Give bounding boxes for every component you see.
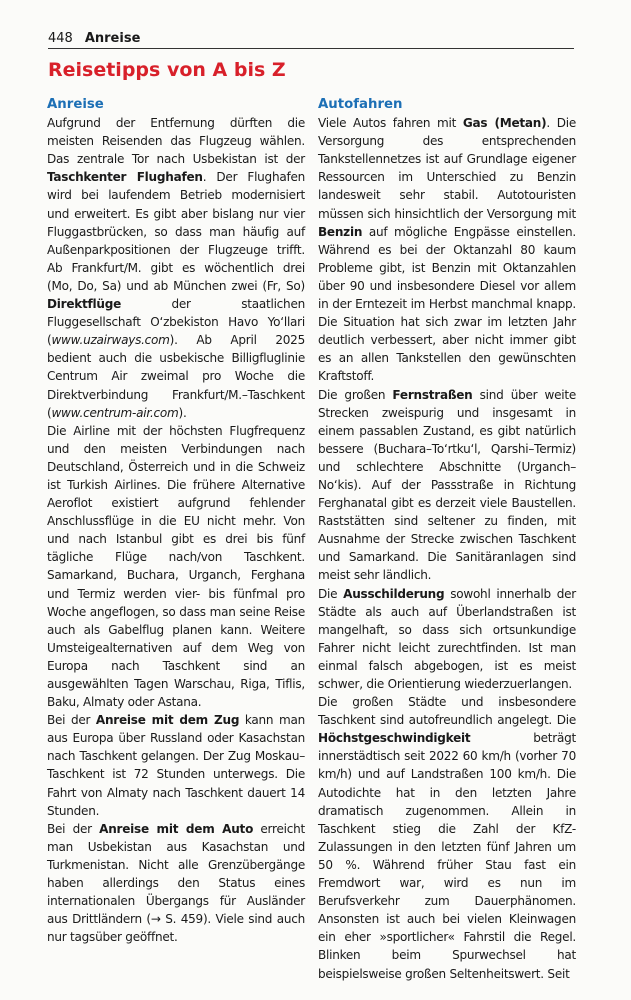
paragraph-geschwindigkeit: Die großen Städte und insbesondere Taschkent sind autofreundlich angelegt. Die Höchstgeschwindigkeit beträgt innerstädtisch seit 2022 60 km/h (vorher 70 km/h) und auf Landstraßen 100 km/h. Die Autodichte hat in den letzten Jahre dramatisch zugenommen. Allein in Taschkent stieg die Zahl der KfZ-Zulassungen in den letzten fünf Jahren um 50 %. Während früher Stau fast ein Fremdwort war, wird es nun im Berufsverkehr zum Dauerphänomen. Ansonsten ist auch bei vielen Kleinwagen ein eher »sportlicher« Fahrstil die Regel. Blinken beim Spurwechsel hat beispielsweise großen Seltenheitswert. Seit: [318, 695, 576, 981]
left-column: [47, 96, 305, 946]
link-centrum-air[interactable]: www.centrum-air.com: [51, 405, 179, 420]
running-head: [48, 30, 574, 49]
paragraph-airlines: Die Airline mit der höchsten Flugfrequenz und den meisten Verbindungen nach Deutschland, Österreich und in die Schweiz ist Turkish Airlines. Die frühere Alternative Aeroflot existiert aufgrund fehlender Anschlussflüge in die EU nicht mehr. Von und nach Istanbul gibt es drei bis fünf tägliche Flüge nach/von Taschkent. Samarkand, Buchara, Urganch, Ferghana und Termiz werden vier- bis fünfmal pro Woche angeflogen, so dass man seine Reise auch als Gabelflug planen kann. Weitere Umsteigealternativen auf dem Weg von Europa nach Taschkent sind an ausgewählten Tagen Warschau, Riga, Tiflis, Baku, Almaty oder Astana.: [47, 423, 305, 710]
right-column: [318, 96, 576, 983]
paragraph-ausschilderung: Die Ausschilderung sowohl innerhalb der Städte als auch auf Überlandstraßen ist mangelhaft, so dass sich ortsunkundige Fahrer nicht leicht zurechtfinden. Ist man einmal falsch abgebogen, ist es meist schwer, die Orientierung wiederzuerlangen.: [318, 586, 576, 691]
paragraph-auto: Bei der Anreise mit dem Auto erreicht man Usbekistan aus Kasachstan und Turkmenistan. Nicht alle Grenzübergänge haben allerdings den Status eines internationalen Übergangs für Ausländer aus Drittländern (→ S. 459). Viele sind auch nur tagsüber geöffnet.: [47, 821, 305, 945]
section-heading-autofahren: Autofahren: [318, 97, 403, 112]
paragraph-fernstrassen: Die großen Fernstraßen sind über weite Strecken zweispurig und insgesamt in einem passablen Zustand, es gibt natürlich bessere (Buchara–To‘rtku‘l, Qarshi–Termiz) und schlechtere Abschnitte (Urganch–No‘kis). Auf der Passstraße in Richtung Ferghanatal gibt es derzeit viele Baustellen. Raststätten sind seltener zu finden, mit Ausnahme der Strecke zwischen Taschkent und Samarkand. Die Sanitäranlagen sind meist sehr ländlich.: [318, 387, 576, 583]
link-uzairways[interactable]: www.uzairways.com: [51, 333, 170, 348]
section-heading-anreise: Anreise: [47, 97, 104, 112]
page-number: 448: [48, 31, 73, 46]
paragraph-flug: Aufgrund der Entfernung dürften die meisten Reisenden das Flugzeug wählen. Das zentrale Tor nach Usbekistan ist der Taschkenter Flughafen. Der Flughafen wird bei laufendem Betrieb modernisiert und erweitert. Es gibt aber bislang nur vier Fluggastbrücken, so dass man häufig auf Außenparkpositionen der Flugzeuge trifft. Ab Frankfurt/M. gibt es wöchentlich drei (Mo, Do, Sa) und ab München zwei (Fr, So) Direktflüge der staatlichen Fluggesellschaft O‘zbekiston Havo Yo‘llari (www.uzairways.com). Ab April 2025 bedient auch die usbekische Billigfluglinie Centrum Air zweimal pro Woche die Direktverbindung Frankfurt/M.–Taschkent (www.centrum-air.com).: [47, 116, 306, 420]
paragraph-zug: Bei der Anreise mit dem Zug kann man aus Europa über Russland oder Kasachstan nach Taschkent gelangen. Der Zug Moskau–Taschkent ist 72 Stunden unterwegs. Die Fahrt von Almaty nach Taschkent dauert 14 Stunden.: [47, 713, 305, 818]
running-head-section: Anreise: [84, 31, 141, 46]
chapter-title: Reisetipps von A bis Z: [48, 59, 286, 81]
paragraph-treibstoff: Viele Autos fahren mit Gas (Metan). Die Versorgung des entsprechenden Tankstellennetzes ist auf Grundlage eigener Ressourcen im Unterschied zu Benzin landesweit sehr stabil. Autotouristen müssen sich hinsichtlich der Versorgung mit Benzin auf mögliche Engpässe einstellen. Während es bei der Oktanzahl 80 kaum Probleme gibt, ist Benzin mit Oktanzahlen über 90 und insbesondere Diesel vor allem in der Erntezeit im Herbst manchmal knapp. Die Situation hat sich zwar im letzten Jahr deutlich verbessert, aber nicht immer gibt es an allen Tankstellen den gewünschten Kraftstoff.: [318, 116, 576, 384]
